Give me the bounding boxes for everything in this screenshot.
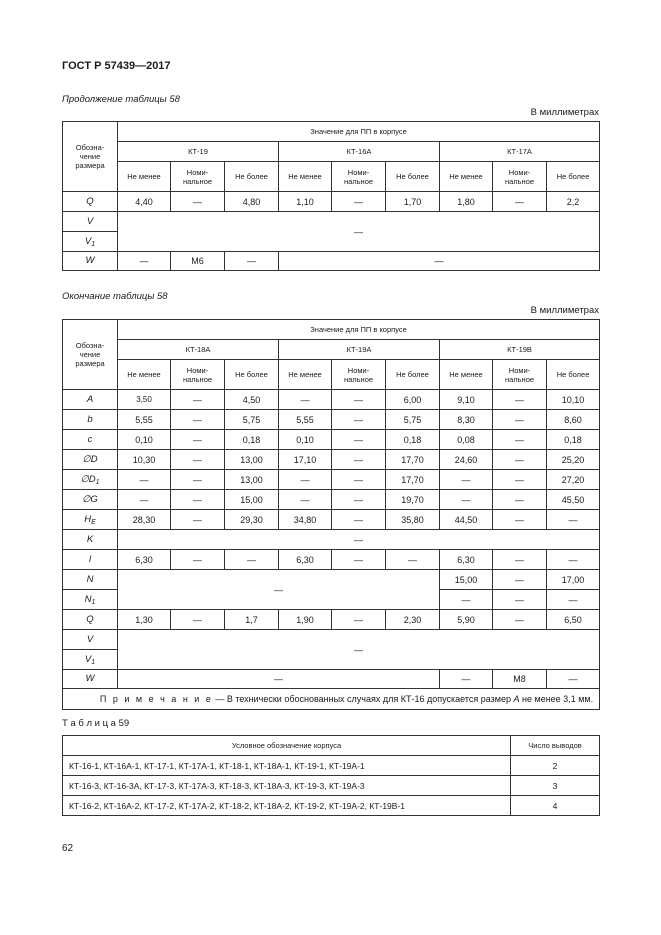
table-59-caption: Т а б л и ц а 59 [62,718,130,729]
row-label: V [63,630,118,650]
cell: — [493,410,547,430]
table-row [63,252,600,271]
table-row [63,410,600,430]
cell: М6 [171,252,225,271]
cell: — [332,450,386,470]
package-header: КТ-19А [279,340,440,360]
cell: — [547,550,600,570]
pin-count: 4 [511,796,600,816]
cell: 6,30 [440,550,493,570]
package-header: КТ-19 [118,142,279,162]
row-label: K [63,530,118,550]
cell: 13,00 [225,450,279,470]
row-label: Q [63,610,118,630]
cell: — [547,510,600,530]
cell: 27,20 [547,470,600,490]
package-header: КТ-19В [440,340,600,360]
cell: — [493,390,547,410]
row-label: ∅D [63,450,118,470]
cell: — [118,470,171,490]
cell: — [332,410,386,430]
cell: 1,10 [279,192,332,212]
cell: — [171,490,225,510]
dim-header: Обозна- чение размера [63,320,118,390]
cell: — [493,450,547,470]
table-58-continuation-caption: Продолжение таблицы 58 [62,94,180,105]
cell: — [386,550,440,570]
cell: 24,60 [440,450,493,470]
cell: — [493,192,547,212]
cell: — [493,570,547,590]
cell: 5,75 [386,410,440,430]
note-row [63,689,600,710]
cell: 17,10 [279,450,332,470]
cell: — [118,252,171,271]
table-row [63,390,600,410]
cell: — [493,470,547,490]
subheader-min: Не менее [118,360,171,390]
cell: 0,10 [118,430,171,450]
cell: 5,75 [225,410,279,430]
cell: 0,18 [386,430,440,450]
table-row [63,670,600,689]
standard-number: ГОСТ Р 57439—2017 [62,60,171,72]
table-row [63,796,600,816]
pin-count: 3 [511,776,600,796]
cell: — [332,510,386,530]
cell: 5,55 [118,410,171,430]
cell: 17,70 [386,470,440,490]
table-row [63,610,600,630]
row-label: ∅G [63,490,118,510]
cell: 35,80 [386,510,440,530]
cell: 44,50 [440,510,493,530]
cell: — [171,550,225,570]
subheader-max: Не более [386,360,440,390]
cell: — [279,470,332,490]
cell: 10,30 [118,450,171,470]
cell: — [171,430,225,450]
table-row [63,530,600,550]
cell: — [118,490,171,510]
table-row [63,490,600,510]
row-label: N [63,570,118,590]
cell: 8,60 [547,410,600,430]
cell: — [171,410,225,430]
subheader-nominal: Номи- нальное [493,360,547,390]
cell: — [440,490,493,510]
package-designation: КТ-16-1, КТ-16А-1, КТ-17-1, КТ-17А-1, КТ-18-1, КТ-18А-1, КТ-19-1, КТ-19А-1 [63,756,511,776]
row-label: Q [63,192,118,212]
cell: — [547,590,600,610]
cell: 5,90 [440,610,493,630]
row-label: V [63,212,118,232]
cell: — [332,550,386,570]
cell: — [225,550,279,570]
cell: М8 [493,670,547,689]
cell: 0,08 [440,430,493,450]
table-58-end [62,319,600,710]
cell: 25,20 [547,450,600,470]
cell: 4,80 [225,192,279,212]
cell: — [332,490,386,510]
merged-cell: — [118,212,600,252]
row-label: b [63,410,118,430]
row-label: A [63,390,118,410]
cell: — [547,670,600,689]
table-row [63,510,600,530]
cell: — [171,510,225,530]
table-row [63,756,600,776]
table-note: П р и м е ч а н и е — В технически обоснованных случаях для КТ-16 допускается размер A не менее 3,1 мм. [63,689,600,710]
value-header: Значение для ПП в корпусе [118,122,600,142]
cell: — [171,450,225,470]
subheader-max: Не более [225,162,279,192]
page-number: 62 [62,843,74,854]
cell: — [225,252,279,271]
table-row [63,550,600,570]
cell: 3,50 [118,390,171,410]
cell: — [171,610,225,630]
cell: 10,10 [547,390,600,410]
subheader-min: Не менее [279,360,332,390]
cell: 1,80 [440,192,493,212]
cell: 19,70 [386,490,440,510]
cell: 28,30 [118,510,171,530]
cell: 6,30 [118,550,171,570]
cell: — [493,510,547,530]
merged-cell: — [279,252,600,271]
merged-cell: — [118,630,600,670]
cell: — [493,550,547,570]
cell: — [493,590,547,610]
cell: 1,30 [118,610,171,630]
cell: — [332,470,386,490]
package-designation: КТ-16-2, КТ-16А-2, КТ-17-2, КТ-17А-2, КТ-18-2, КТ-18А-2, КТ-19-2, КТ-19А-2, КТ-19В-1 [63,796,511,816]
cell: 6,30 [279,550,332,570]
table-58-end-caption: Окончание таблицы 58 [62,291,168,302]
subheader-min: Не менее [440,162,493,192]
subheader-max: Не более [225,360,279,390]
row-label: W [63,670,118,689]
subheader-max: Не более [547,360,600,390]
table-row [63,450,600,470]
cell: 4,50 [225,390,279,410]
merged-cell: — [118,670,440,689]
cell: — [332,390,386,410]
cell: — [332,430,386,450]
subheader-max: Не более [386,162,440,192]
cell: 2,2 [547,192,600,212]
value-header: Значение для ПП в корпусе [118,320,600,340]
cell: — [171,192,225,212]
row-label: $\emptyset D_1$ [63,470,118,490]
cell: 34,80 [279,510,332,530]
row-label: W [63,252,118,271]
cell: — [440,590,493,610]
cell: 8,30 [440,410,493,430]
subheader-nominal: Номи- нальное [171,360,225,390]
subheader-min: Не менее [279,162,332,192]
package-header: КТ-17А [440,142,600,162]
row-label: c [63,430,118,450]
cell: — [493,610,547,630]
subheader-min: Не менее [118,162,171,192]
units-label: В миллиметрах [530,107,599,118]
row-label: $H_E$ [63,510,118,530]
pin-count: 2 [511,756,600,776]
table-row [63,192,600,212]
cell: — [440,670,493,689]
cell: — [171,390,225,410]
cell: 17,00 [547,570,600,590]
table-row [63,776,600,796]
table-row [63,470,600,490]
cell: 6,50 [547,610,600,630]
cell: 45,50 [547,490,600,510]
row-label: l [63,550,118,570]
cell: 1,7 [225,610,279,630]
table-59 [62,735,600,816]
row-label: $V_1$ [63,650,118,670]
cell: 0,10 [279,430,332,450]
cell: 9,10 [440,390,493,410]
cell: 2,30 [386,610,440,630]
column-header: Число выводов [511,736,600,756]
cell: 6,00 [386,390,440,410]
cell: 4,40 [118,192,171,212]
table-row [63,212,600,232]
subheader-max: Не более [547,162,600,192]
table-row [63,630,600,650]
subheader-nominal: Номи- нальное [493,162,547,192]
cell: — [493,490,547,510]
merged-cell: — [118,530,600,550]
cell: — [171,470,225,490]
cell: — [440,470,493,490]
column-header: Условное обозначение корпуса [63,736,511,756]
package-header: КТ-18А [118,340,279,360]
row-label: $V_1$ [63,232,118,252]
cell: — [493,430,547,450]
table-58-continuation [62,121,600,271]
table-row [63,570,600,590]
cell: 0,18 [547,430,600,450]
cell: 5,55 [279,410,332,430]
dim-header: Обозна- чение размера [63,122,118,192]
subheader-nominal: Номи- нальное [171,162,225,192]
package-header: КТ-16А [279,142,440,162]
cell: 1,90 [279,610,332,630]
cell: — [279,390,332,410]
cell: 29,30 [225,510,279,530]
cell: 17,70 [386,450,440,470]
table-row [63,430,600,450]
subheader-min: Не менее [440,360,493,390]
package-designation: КТ-16-3, КТ-16-3А, КТ-17-3, КТ-17А-3, КТ-18-3, КТ-18А-3, КТ-19-3, КТ-19А-3 [63,776,511,796]
subheader-nominal: Номи- нальное [332,360,386,390]
merged-cell: — [118,570,440,610]
cell: — [279,490,332,510]
cell: — [332,192,386,212]
cell: 15,00 [440,570,493,590]
cell: 0,18 [225,430,279,450]
units-label: В миллиметрах [530,305,599,316]
subheader-nominal: Номи- нальное [332,162,386,192]
cell: 1,70 [386,192,440,212]
cell: 15,00 [225,490,279,510]
row-label: $N_1$ [63,590,118,610]
cell: — [332,610,386,630]
cell: 13,00 [225,470,279,490]
